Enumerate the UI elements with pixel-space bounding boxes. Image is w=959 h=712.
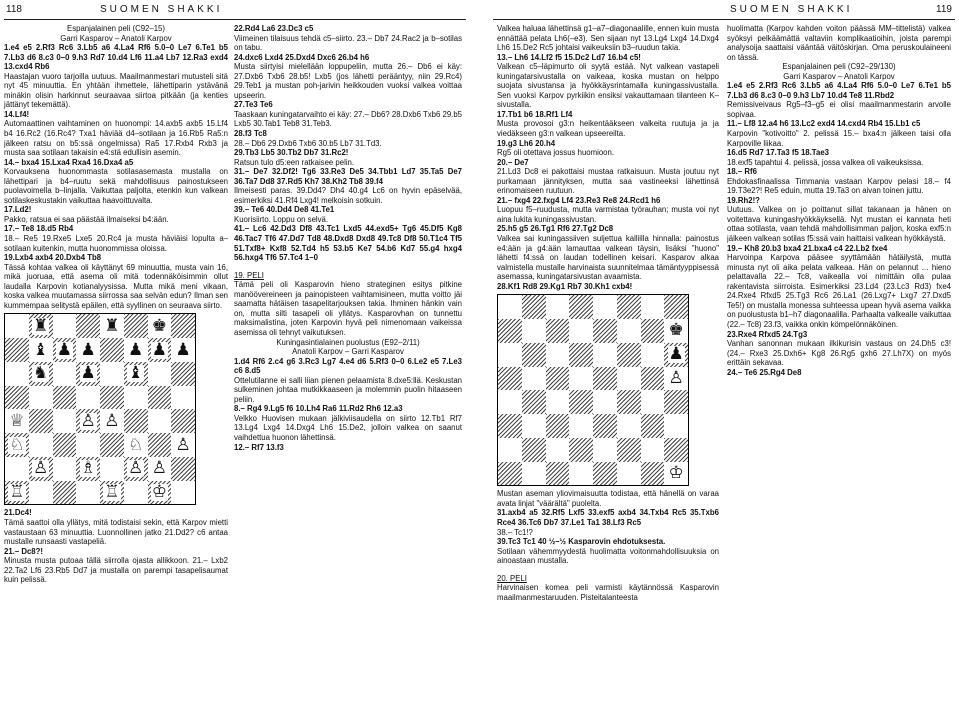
board-square <box>593 390 617 414</box>
move-list: 23.Rxe4 Rfxd5 24.Tg3 <box>727 329 808 339</box>
board-square <box>498 414 522 438</box>
chess-piece: ♙ <box>80 410 96 431</box>
board-square <box>498 438 522 462</box>
header-rule-right <box>493 19 955 20</box>
game-header: Kuningasintialainen puolustus (E92–2/11) <box>276 337 420 347</box>
commentary-paragraph: Rg5 oli otettava jossus huomioon. <box>497 148 615 158</box>
board-square <box>498 295 522 319</box>
column-3-text-bottom <box>497 489 719 602</box>
board-square <box>498 343 522 367</box>
board-square <box>569 390 593 414</box>
board-square <box>569 343 593 367</box>
board-square <box>100 314 124 338</box>
chess-piece: ♙ <box>668 367 684 388</box>
board-square <box>546 438 570 462</box>
board-square <box>641 414 665 438</box>
board-square <box>171 386 195 410</box>
commentary-paragraph: Korvauksena huonommasta sotilasasemasta mustalla on lähettipari ja b4–ruutu sekä mahdollisuus painostukseen puolavoimella b–linjalla. Vaikuttaa paljolta, etenkin kun valkean sotilaskeskustakin vaikuttaa haavoittuvalta. <box>4 167 228 205</box>
board-square <box>5 314 29 338</box>
game-header: Garri Kasparov – Anatoli Karpov <box>783 71 895 81</box>
board-square <box>76 457 100 481</box>
board-square <box>76 314 100 338</box>
board-square <box>617 295 641 319</box>
commentary-paragraph: Luopuu f5–ruudusta, mutta varmistaa työrauhan; musta voi nyt aina lukita kuningassivustan. <box>497 205 719 224</box>
chess-piece: ♜ <box>104 315 120 336</box>
board-square <box>5 362 29 386</box>
left-running-head: SUOMEN SHAKKI <box>100 4 223 15</box>
board-square <box>569 295 593 319</box>
move-list: 21.– Dc8?! <box>4 546 44 556</box>
board-square <box>569 367 593 391</box>
commentary-paragraph: 18.– Re5 19.Rxe5 Lxe5 20.Rc4 ja musta häviäisi lopulta a–sotilaan kuitenkin, mutta huonommissa oloissa. <box>4 234 228 253</box>
move-list: 13.– Lh6 14.Lf2 f5 15.Dc2 Ld7 16.b4 c5! <box>497 52 641 62</box>
commentary-paragraph: Valkea sai kuningassiiven suljettua kalliilla hinnalla: painostus e4:ään ja g4:ään lamauttaa valkean täysin, lisäksi "huono" lähetti f4:ssä on laudan todellinen keisari. Kasparov alkaa valmistella mustalle harvinaista suunnitelmaa tämäntyyppisessä asemassa, kuningatarsivustan avaamista. <box>497 234 719 282</box>
chess-piece: ♝ <box>128 363 144 384</box>
commentary-paragraph: Tässä kohtaa valkea oli käyttänyt 69 minuuttia, musta vain 16, mikä juoruaa, että asema oli mitä todennäköisimmin ollut laudalla Karpovin kotianalyysissa. Mutta mikä meni vikaan, koska valkea muutamassa siirrossa saa selvän edun? Ilman sen kummempaa selitystä epäilen, että syyllinen on seuraava siirto. <box>4 262 228 310</box>
chess-piece: ♙ <box>175 434 191 455</box>
board-square <box>546 414 570 438</box>
left-header <box>0 4 959 20</box>
board-square <box>593 343 617 367</box>
board-square <box>124 481 148 505</box>
board-square <box>593 438 617 462</box>
commentary-paragraph: Haastajan vuoro tarjoilla uutuus. Maailmanmestari mutusteli sitä nyt 45 minuuttia. En yhtään ihmettele, lähettiparin ystävänä minäkin olisin harkinnut seuraavaa siirtoa pitkään (ja kenties jättänyt tekemättä). <box>4 71 228 110</box>
board-square <box>569 414 593 438</box>
move-list: 22.Rd4 La6 23.Dc3 c5 <box>234 24 314 33</box>
board-square <box>148 314 172 338</box>
board-square <box>124 362 148 386</box>
commentary-paragraph: Musta provosoi g3:n heikentääkseen valkeita ruutuja ja ja viedäkseen g3:n valkean upseereilta. <box>497 119 719 139</box>
board-square <box>593 295 617 319</box>
board-square <box>664 343 688 367</box>
board-square <box>664 438 688 462</box>
board-square <box>593 414 617 438</box>
commentary-paragraph: Taaskaan kuningatarvaihto ei käy: 27.– Db6? 28.Dxb6 Txb6 29.b5 Lxb5 30.Tab1 Teb8 31.Teb3. <box>234 109 462 129</box>
move-list: 25.h5 g5 26.Tg1 Rf6 27.Tg2 Dc8 <box>497 224 614 234</box>
board-square <box>124 338 148 362</box>
move-list: 29.Tb3 Lb5 30.Tb2 Db7 31.Rc2! <box>234 148 349 158</box>
board-square <box>522 295 546 319</box>
move-list: 31.– De7 32.Df2! Tg6 33.Re3 De5 34.Tbb1 Ld7 35.Ta5 De7 36.Ta7 Dd8 37.Rd5 Kh7 38.Kh2 Tb8 39.f4 <box>234 167 462 186</box>
board-square <box>5 457 29 481</box>
board-square <box>100 386 124 410</box>
commentary-paragraph: 21.Ld3 Dc8 ei pakottaisi mustaa ratkaisuun. Musta joutuu nyt purkamaan jännityksen, mutta saa vastineeksi lähettinsä erinomaiseen ruutuun. <box>497 167 719 196</box>
board-square <box>53 409 77 433</box>
chess-piece: ♕ <box>9 410 25 431</box>
board-square <box>5 386 29 410</box>
chess-piece: ♟ <box>128 339 144 360</box>
move-list: 39.– Te6 40.Dd4 De8 41.Te1 <box>234 205 335 215</box>
move-list: 20.– De7 <box>497 157 529 167</box>
board-square <box>148 409 172 433</box>
column-4 <box>727 24 951 708</box>
move-list: 27.Te3 Te6 <box>234 100 273 110</box>
move-list: 28.Kf1 Rd8 29.Kg1 Rb7 30.Kh1 cxb4! <box>497 281 633 291</box>
board-square <box>29 457 53 481</box>
move-list: 17.– Te8 18.d5 Rb4 <box>4 224 74 234</box>
move-list: 28.f3 Tc8 <box>234 129 267 139</box>
commentary-paragraph: Ilmeisesti paras. 39.Dd4? Dh4 40.g4 Lc6 on hyvin epäselvää, esimerkiksi 41.Rf4 Lxg4! melkoisin sotkuin. <box>234 186 462 205</box>
board-square <box>76 338 100 362</box>
board-square <box>53 457 77 481</box>
commentary-paragraph: Mustan aseman yliovimaisuutta todistaa, että hänellä on varaa avata linjat "väärältä" puolelta. <box>497 489 719 508</box>
board-square <box>498 390 522 414</box>
left-page-number: 118 <box>6 4 22 15</box>
board-square <box>100 362 124 386</box>
board-square <box>498 367 522 391</box>
board-square <box>546 295 570 319</box>
chess-piece: ♞ <box>33 363 49 384</box>
board-square <box>617 367 641 391</box>
move-list: 18.– Rf6 <box>727 167 757 177</box>
chess-piece: ♜ <box>33 315 49 336</box>
board-square <box>76 386 100 410</box>
move-list: 31.axb4 a5 32.Rf5 Lxf5 33.exf5 axb4 34.Txb4 Rc5 35.Txb6 Rce4 36.Tc6 Db7 37.Le1 Ta1 38.Lf3 Rc5 <box>497 508 719 527</box>
board-square <box>641 295 665 319</box>
board-square <box>5 433 29 457</box>
chess-piece: ♝ <box>33 339 49 360</box>
board-square <box>76 409 100 433</box>
board-square <box>569 319 593 343</box>
move-list: 8.– Rg4 9.Lg5 f6 10.Lh4 Ra6 11.Rd2 Rh6 12.a3 <box>234 404 403 414</box>
move-list: 14.Lf4! <box>4 109 30 119</box>
move-list: 19.g3 Lh6 20.h4 <box>497 138 556 148</box>
board-square <box>124 433 148 457</box>
commentary-paragraph: 38.– Tc1!? <box>497 527 533 537</box>
board-square <box>522 343 546 367</box>
move-list: 21.Dc4! <box>4 508 32 518</box>
chess-piece: ♔ <box>151 482 167 503</box>
board-square <box>641 462 665 486</box>
board-square <box>124 314 148 338</box>
game-header: Espanjalainen peli (C92–15) <box>67 24 165 33</box>
section-heading: 19. PELI <box>234 270 264 280</box>
commentary-paragraph: Automaattinen vaihtaminen on huonompi: 14.axb5 axb5 15.Lf4 b4 16.Rc2 (16.Rc4? Txa1 häviää d4–sotilaan ja 16.Rb5 Ra5:n jälkeen ratsu on b5:ssä ongelmissa) Ra5 17.Rxb4 Rxb3 ja musta saa sotilaan takaisin e4:stä edullisin asemin. <box>4 119 228 158</box>
chess-piece: ♖ <box>104 482 120 503</box>
board-square <box>29 314 53 338</box>
chess-piece: ♙ <box>128 458 144 479</box>
move-list: 16.d5 Rd7 17.Ta3 f5 18.Tae3 <box>727 148 829 158</box>
board-square <box>148 338 172 362</box>
board-square <box>664 295 688 319</box>
board-square <box>171 362 195 386</box>
board-square <box>617 462 641 486</box>
board-square <box>498 462 522 486</box>
board-square <box>124 409 148 433</box>
column-4-text <box>727 24 951 377</box>
commentary-paragraph: Tämä saattoi olla yllätys, mitä todistaisi sekin, että Karpov mietti vastaustaan 63 minuuttia. Luonnollinen jatko 21.Dd2? c6 antaa mustalle runsaasti vastapeliä. <box>4 517 228 547</box>
board-square <box>569 438 593 462</box>
board-square <box>53 362 77 386</box>
move-list: 41.– Lc6 42.Dd3 Df8 43.Tc1 Lxd5 44.exd5+ Tg6 45.Df5 Kg8 46.Tac7 Tf6 47.Dd7 Td8 48.Dxd8 Dxd8 49.Tc8 Df8 50.T1c4 Tf5 51.Txf8+ Kxf8 52.Td4 h5 53.b5 Ke7 54.b6 Kd7 55.g4 hxg4 56.hxg4 Tf6 57.Tc4 1–0 <box>234 224 462 263</box>
board-square <box>664 367 688 391</box>
board-square <box>664 319 688 343</box>
move-list: 12.– Rf7 13.f3 <box>234 442 284 452</box>
game-header: Anatoli Karpov – Garri Kasparov <box>292 347 404 357</box>
board-square <box>171 338 195 362</box>
board-square <box>171 433 195 457</box>
move-list: 24.– Te6 25.Rg4 De8 <box>727 367 802 377</box>
board-square <box>617 343 641 367</box>
move-list: 21.– fxg4 22.fxg4 Lf4 23.Re3 Re8 24.Rcd1 h6 <box>497 195 661 205</box>
board-square <box>569 462 593 486</box>
board-square <box>546 390 570 414</box>
commentary-paragraph: Valkea haluaa lähettinsä g1–a7–diagonaalille, ennen kuin musta ennättää pelata Lh6(–e3). Sen sijaan nyt 13.Lg4 Lxg4 14.Dxg4 Lh6 15.De2 Rc5 johtaisi vaikeuksiin b3–ruudun takia. <box>497 24 719 53</box>
board-square <box>29 481 53 505</box>
board-square <box>53 433 77 457</box>
board-square <box>76 481 100 505</box>
commentary-paragraph: 28.– Db6 29.Dxb6 Txb6 30.b5 Lb7 31.Td3. <box>234 138 382 148</box>
chess-piece: ♘ <box>128 434 144 455</box>
commentary-paragraph: huolimatta (Karpov kahden voiton päässä MM–tittelistä) valkea syöksyi pelkäämättä valtaviin komplikaatioihin, joista parempi analysoija saattaisi vääntää väitöskirjan. Oma peruskoulaineeni on tässä. <box>727 24 951 62</box>
board-square <box>171 481 195 505</box>
move-list: 17.Ld2! <box>4 205 32 215</box>
board-square <box>124 457 148 481</box>
chess-piece: ♟ <box>151 339 167 360</box>
board-square <box>29 386 53 410</box>
chess-piece: ♟ <box>56 339 72 360</box>
move-list: 19.Lxb4 axb4 20.Dxb4 Tb8 <box>4 253 102 263</box>
commentary-paragraph: Harvoinpa Karpova pääsee syyttämään hätäilystä, mutta minusta nyt oli aika pelata valkeaa. Hän on pelannut ... hieno pelattavalla 22.– Tc8, vaikealla voi nimittäin olla pulaa rakentavista siirroista. Esimerkiksi 23.Ld4 (23.Lc3 Rd3) fxe4 24.Rxe4 Rfxd5 25.Tg3 Rc6 26.La1 (26.Lxg7+ Lxg7 27.Dxd5 Te5!) on mustalla monessa suhteessa upean hyvä asema vaikka on puolustusta b1–h7 diagonaalilla. Parhaalta valkealle vaikuttaa (22.– Tc8) 23.f3, vaikka onkin kömpelönnäköinen. <box>727 253 951 329</box>
board-square <box>593 462 617 486</box>
commentary-paragraph: Kuorisiirto. Loppu on selvä. <box>234 214 329 224</box>
move-list: 11.– Lf8 12.a4 h6 13.Lc2 exd4 14.cxd4 Rb4 15.Lb1 c5 <box>727 119 921 129</box>
board-square <box>641 390 665 414</box>
column-3 <box>497 24 719 708</box>
board-square <box>617 438 641 462</box>
board-square <box>664 462 688 486</box>
board-square <box>5 409 29 433</box>
board-square <box>29 362 53 386</box>
board-square <box>76 433 100 457</box>
chess-piece: ♗ <box>80 458 96 479</box>
board-square <box>29 433 53 457</box>
chess-piece: ♚ <box>151 315 167 336</box>
board-square <box>5 338 29 362</box>
commentary-paragraph: Ottelutilanne ei salli liian pienen pelaamista 8.dxe5:llä. Keskustan sulkeminen johtaa mutkikkaaseen ja molemmin puolin hitaaseen peliin. <box>234 375 462 404</box>
board-square <box>522 390 546 414</box>
board-square <box>546 343 570 367</box>
board-square <box>498 319 522 343</box>
game-header: Espanjalainen peli (C92–29/130) <box>782 62 896 72</box>
column-2-text <box>234 24 462 452</box>
chess-board <box>497 294 689 486</box>
commentary-paragraph: Velkko Huovisen mukaan jälkiviisaudella on siirto 12.Tb1 Rf7 13.Lg4 Lxg4 14.Dxg4 Lh6 15.De2, jolloin valkea on saanut vaihdettua huonon lähettinsä. <box>234 413 462 442</box>
board-square <box>546 367 570 391</box>
board-square <box>100 481 124 505</box>
commentary-paragraph: Vanhan sanonnan mukaan ilkikurisin vastaus on 24.Dh5 c3! (24.– Rxe3 25.Dxh6+ Kg8 26.Rg5 gxh6 27.Lh7X) on myös erittäin sekavaa. <box>727 339 951 368</box>
chess-diagram-1 <box>4 313 228 505</box>
board-square <box>641 438 665 462</box>
move-list: 1.d4 Rf6 2.c4 g6 3.Rc3 Lg7 4.e4 d6 5.Rf3 0–0 6.Le2 e5 7.Le3 c6 8.d5 <box>234 356 462 376</box>
column-1 <box>4 24 228 708</box>
board-square <box>546 319 570 343</box>
board-square <box>53 386 77 410</box>
move-list: 1.e4 e5 2.Rf3 Rc6 3.Lb5 a6 4.La4 Rf6 5.0–0 Le7 6.Te1 b5 7.Lb3 d6 8.c3 0–0 9.h3 Lb7 10.d4 Te8 11.Rbd2 <box>727 81 951 100</box>
commentary-paragraph: Ratsun tulo d5:een ratkaisee pelin. <box>234 157 355 167</box>
commentary-paragraph: Viimeinen tilaisuus tehdä c5–siirto. 23.– Db7 24.Rac2 ja b–sotilas on tabu. <box>234 33 462 53</box>
board-square <box>76 362 100 386</box>
board-square <box>664 414 688 438</box>
board-square <box>593 319 617 343</box>
board-square <box>522 319 546 343</box>
commentary-paragraph: Valkean c5–läpimurto oli syytä estää. Nyt valkean vastapeli kuningatarsivustalla on vaikeaa, koska mustan on helppo suojata sivustansa ja hyökkäysrintamalla kuningassivustalla. Sen vuoksi Karpov pyrkiikin ensiksi vakauttamaan tilanteen K–sivustalla. <box>497 62 719 110</box>
board-square <box>522 438 546 462</box>
board-square <box>546 462 570 486</box>
commentary-paragraph: Remissiveivaus Rg5–f3–g5 ei olisi maailmanmestarin arvolle sopivaa. <box>727 100 951 119</box>
right-page-number: 119 <box>936 4 952 15</box>
move-list: 19.– Kh8 20.b3 bxa4 21.bxa4 c4 22.Lb2 fxe4 <box>727 243 888 253</box>
chess-piece: ♙ <box>33 458 49 479</box>
move-list: 39.Tc3 Tc1 40 ½–½ Kasparovin ehdotuksesta. <box>497 537 666 547</box>
board-square <box>617 414 641 438</box>
chess-piece: ♟ <box>80 339 96 360</box>
chess-piece: ♙ <box>151 458 167 479</box>
move-list: 1.e4 e5 2.Rf3 Rc6 3.Lb5 a6 4.La4 Rf6 5.0–0 Le7 6.Te1 b5 7.Lb3 d6 8.c3 0–0 9.h3 Rd7 10.d4 Lf6 11.a4 Lb7 12.Ra3 exd4 13.cxd4 Rb6 <box>4 43 228 72</box>
right-running-head: SUOMEN SHAKKI <box>730 4 853 15</box>
chess-piece: ♟ <box>80 363 96 384</box>
board-square <box>29 409 53 433</box>
board-square <box>124 386 148 410</box>
commentary-paragraph: Ehdokasfinaalissa Timmania vastaan Karpov pelasi 18.– f4 19.T3e2?! Re5 eduin, mutta 19.Ta3 on aivan toinen juttu. <box>727 176 951 196</box>
board-square <box>100 338 124 362</box>
board-square <box>641 367 665 391</box>
board-square <box>53 314 77 338</box>
commentary-paragraph: Sotilaan vähemmyydestä huolimatta voitonmahdollisuuksia on ainoastaan mustalla. <box>497 546 719 566</box>
board-square <box>664 390 688 414</box>
board-square <box>53 338 77 362</box>
chess-piece: ♔ <box>668 462 684 483</box>
chess-piece: ♟ <box>668 344 684 365</box>
move-list: 24.dxc6 Lxd4 25.Dxd4 Dxc6 26.b4 h6 <box>234 52 370 62</box>
commentary-paragraph: 18.exf5 tapahtui 4. pelissä, jossa valkea oli vaikeuksissa. <box>727 157 924 167</box>
commentary-paragraph: Uutuus. Valkea on jo poittanut sillat takanaan ja hänen on voitettava kuningashyökkäyksellä. Nyt mustan ei kannata heti ottaa sotilasta, vaan tehdä mahdollisimman paljon, koska exf5:n jälkeen valkean sotilas f5:ssä vain haittaisi valkean hyökkäystä. <box>727 205 951 244</box>
board-square <box>171 409 195 433</box>
board-square <box>148 362 172 386</box>
board-square <box>593 367 617 391</box>
board-square <box>148 457 172 481</box>
board-square <box>617 319 641 343</box>
board-square <box>641 343 665 367</box>
header-rule-left <box>4 19 466 20</box>
chess-diagram-2 <box>497 294 719 486</box>
board-square <box>148 481 172 505</box>
commentary-paragraph: Minusta musta putoaa tällä siirrolla ojasta allikkoon. 21.– Lxb2 22.Ta2 Lf6 23.Rb5 Dd7 ja mustalla on parempi tasapelisaumat kuin pelissä. <box>4 556 228 585</box>
game-header: Garri Kasparov – Anatoli Karpov <box>60 33 172 43</box>
chess-board <box>4 313 196 505</box>
move-list: 17.Tb1 b6 18.Rf1 Lf4 <box>497 109 573 119</box>
board-square <box>148 433 172 457</box>
column-1-text-bottom <box>4 508 228 584</box>
board-square <box>5 481 29 505</box>
board-square <box>522 367 546 391</box>
column-3-text-top <box>497 24 719 291</box>
commentary-paragraph: Tämä peli oli Kasparovin hieno strateginen esitys pitkine manöövereineen ja painopisteen vaihtamisineen, mutta voitto jäi saamatta hätäisen tasapelitarjouksen takia. Ihminen hänkin vain on, mutta silti tasapeli oli yllätys. Kasparovhan on tunnettu maksimalistina, joten Karpovin hyvä peli nimenomaan vaikeissa asemissa oli tehnyt vaikutuksen. <box>234 280 462 337</box>
commentary-paragraph: Musta siirtyisi mielellään loppupeliin, mutta 26.– Db6 ei käy: 27.Dxb6 Txb6 28.b5! Lxb5 (jos lähetti perääntyy, niin 29.Rc4) 29.Teb1 ja mustan poh-jarivin heikkouden vuoksi valkea voittaa upseerin. <box>234 62 462 100</box>
board-square <box>641 319 665 343</box>
board-square <box>171 314 195 338</box>
board-square <box>100 409 124 433</box>
section-heading: 20. PELI <box>497 573 527 583</box>
commentary-paragraph: Pakko, ratsua ei saa päästää ilmaiseksi b4:ään. <box>4 214 169 224</box>
board-square <box>100 457 124 481</box>
board-square <box>617 390 641 414</box>
board-square <box>148 386 172 410</box>
chess-piece: ♖ <box>9 482 25 503</box>
chess-piece: ♚ <box>668 320 684 341</box>
board-square <box>53 481 77 505</box>
move-list: 19.Rh2!? <box>727 195 760 205</box>
move-list: 14.– bxa4 15.Lxa4 Rxa4 16.Dxa4 a5 <box>4 157 134 167</box>
column-2 <box>234 24 462 708</box>
column-1-text-top <box>4 24 228 310</box>
board-square <box>522 462 546 486</box>
board-square <box>29 338 53 362</box>
chess-piece: ♘ <box>9 434 25 455</box>
chess-piece: ♟ <box>175 339 191 360</box>
board-square <box>100 433 124 457</box>
chess-piece: ♙ <box>104 410 120 431</box>
board-square <box>522 414 546 438</box>
commentary-paragraph: Karpovin "kotivoitto" 2. pelissä 15.– bxa4:n jälkeen taisi olla Karpoville liikaa. <box>727 129 951 148</box>
board-square <box>171 457 195 481</box>
commentary-paragraph: Harvinaisen komea peli varmisti käytännössä Kasparovin maailmanmestaruuden. Pisteitalanteesta <box>497 583 719 602</box>
